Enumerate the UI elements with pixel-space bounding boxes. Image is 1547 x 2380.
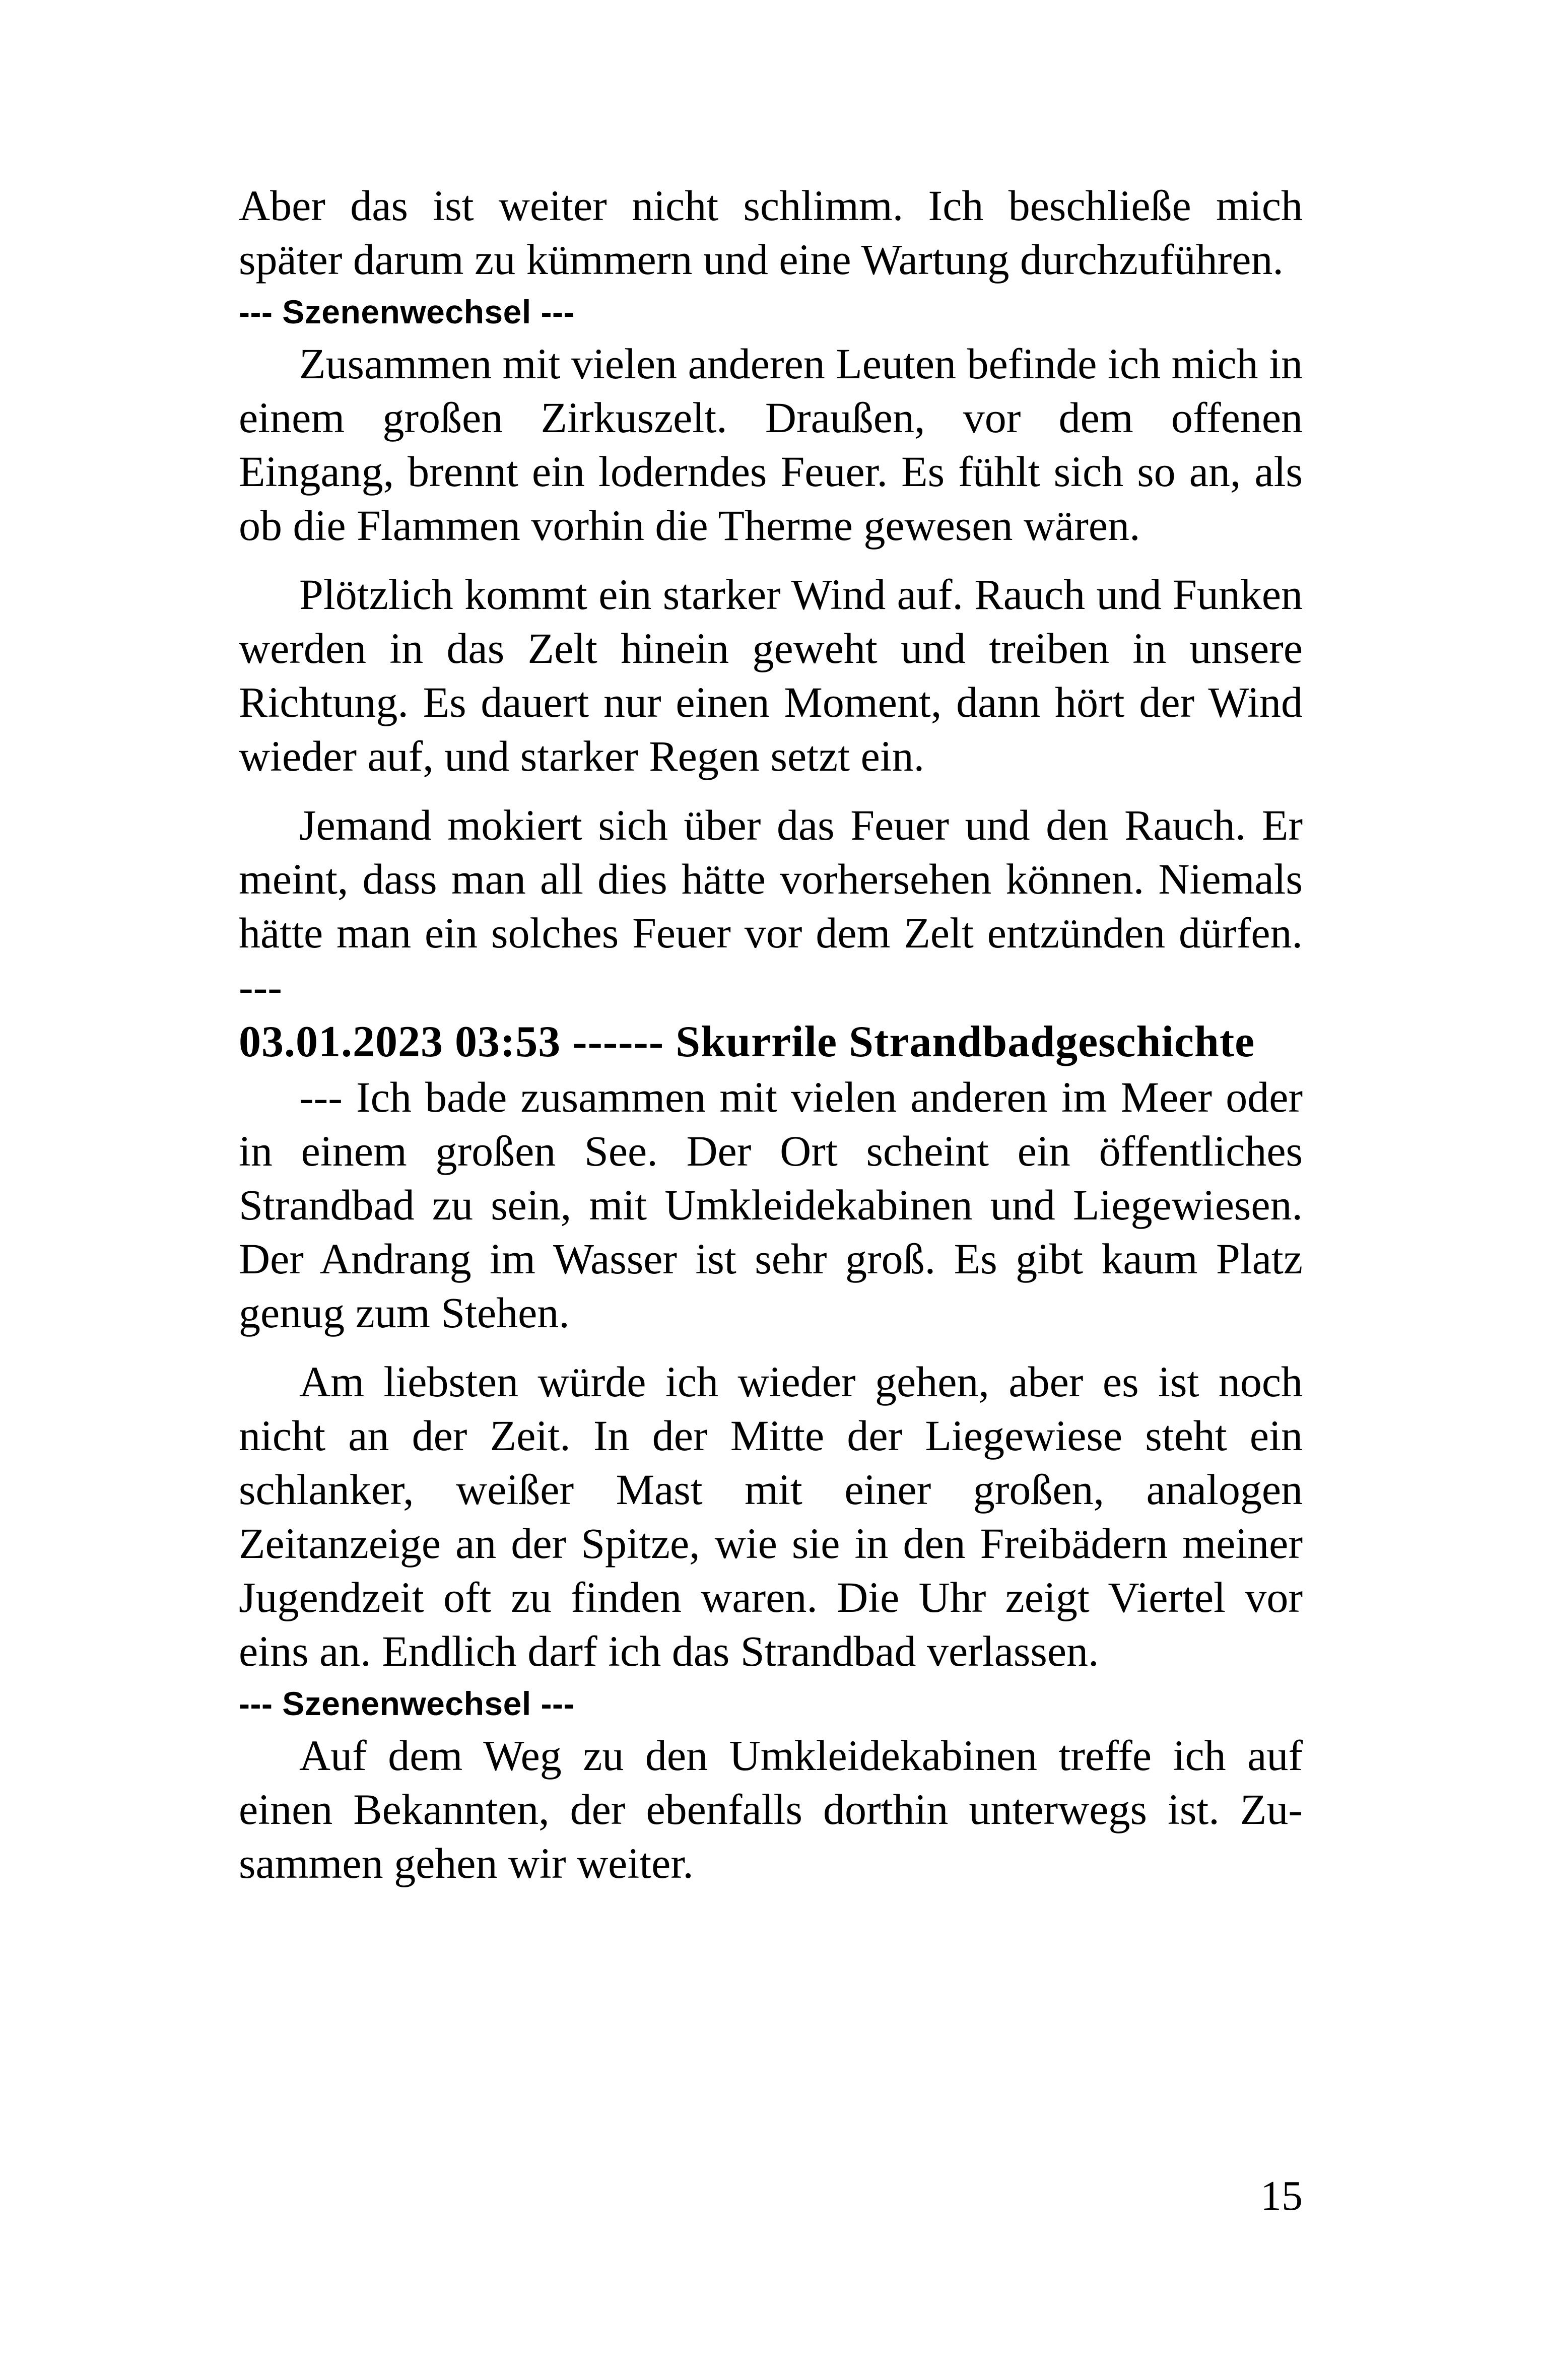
paragraph-changing-rooms: Auf dem Weg zu den Umkleidekabinen treffe ich auf einen Bekannten, der ebenfalls dorthin unterwegs ist. Zusammen gehen wir weiter. <box>239 1731 1303 1887</box>
paragraph-someone-mocks: Jemand mokiert sich über das Feuer und den Rauch. Er meint, dass man all dies hätte vorhersehen können. Niemals hätte man ein solches Feuer vor dem Zelt entzünden dürfen. --- <box>239 801 1303 1011</box>
scene-break-1: --- Szenenwechsel --- <box>239 293 575 330</box>
paragraph-continuation: Aber das ist weiter nicht schlimm. Ich beschließe mich später darum zu kümmern und eine Wartung durchzuführen. <box>239 181 1303 284</box>
paragraph-wind: Plötzlich kommt ein starker Wind auf. Rauch und Funken werden in das Zelt hinein geweht und treiben in unsere Richtung. Es dauert nur einen Moment, dann hört der Wind wieder auf, und starker Regen setzt ein. <box>239 570 1303 780</box>
text-column <box>239 179 1303 1890</box>
paragraph-bathing: --- Ich bade zusammen mit vielen anderen im Meer oder in einem großen See. Der Ort scheint ein öffentliches Strandbad zu sein, mit Umkleidekabinen und Liegewiesen. Der Andrang im Wasser ist sehr groß. Es gibt kaum Platz genug zum Stehen. <box>239 1073 1303 1337</box>
paragraph-clock-mast: Am liebsten würde ich wieder gehen, aber es ist noch nicht an der Zeit. In der Mitte der Liegewiese steht ein schlanker, weißer Mast mit einer großen, analogen Zeitanzeige an der Spitze, wie sie in den Freibädern meiner Jugendzeit oft zu finden waren. Die Uhr zeigt Viertel vor eins an. Endlich darf ich das Strandbad verlassen. <box>239 1357 1303 1675</box>
entry-heading: 03.01.2023 03:53 ------ Skurrile Strandbadgeschichte <box>239 1017 1255 1066</box>
page-number: 15 <box>1260 2172 1303 2219</box>
paragraph-circus-tent: Zusammen mit vielen anderen Leuten befinde ich mich in einem großen Zirkuszelt. Draußen, vor dem offenen Eingang, brennt ein loderndes Feuer. Es fühlt sich so an, als ob die Flammen vorhin die Therme gewesen wären. <box>239 339 1303 550</box>
scene-break-2: --- Szenenwechsel --- <box>239 1685 575 1722</box>
